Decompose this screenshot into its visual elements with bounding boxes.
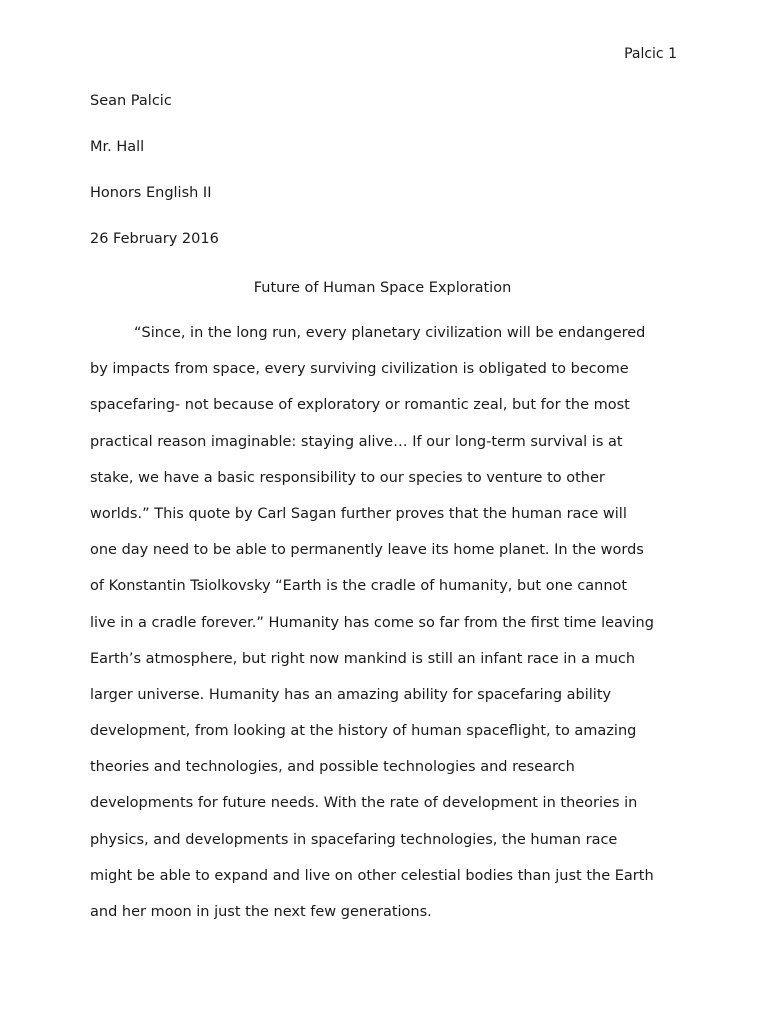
running-head-page-number: Palcic 1 — [624, 46, 677, 62]
paragraph-line: and her moon in just the next few generations. — [90, 904, 432, 920]
paragraph-line: of Konstantin Tsiolkovsky “Earth is the cradle of humanity, but one cannot — [90, 578, 628, 595]
paragraph-line: one day need to be able to permanently leave its home planet. In the words — [90, 542, 644, 559]
mla-heading — [90, 92, 690, 276]
paragraph-line: theories and technologies, and possible technologies and research — [90, 759, 575, 776]
author-name: Sean Palcic — [90, 93, 172, 109]
paragraph-line: “Since, in the long run, every planetary civilization will be endangered — [134, 325, 646, 341]
paragraph-line: by impacts from space, every surviving civilization is obligated to become — [90, 361, 629, 378]
essay-date: 26 February 2016 — [90, 231, 219, 247]
paragraph-line: Earth’s atmosphere, but right now mankind is still an infant race in a much — [90, 650, 636, 667]
paragraph-line: practical reason imaginable: staying alive… If our long-term survival is at — [90, 433, 623, 450]
essay-title: Future of Human Space Exploration — [253, 280, 512, 296]
paragraph-line: stake, we have a basic responsibility to our species to venture to other — [90, 469, 605, 486]
paragraph-line: larger universe. Humanity has an amazing ability for spacefaring ability — [90, 686, 612, 703]
instructor-name: Mr. Hall — [90, 139, 145, 155]
paragraph-line: live in a cradle forever.” Humanity has come so far from the first time leaving — [90, 614, 654, 631]
paragraph-line: spacefaring- not because of exploratory or romantic zeal, but for the most — [90, 397, 630, 414]
paragraph-line: developments for future needs. With the rate of development in theories in — [90, 795, 638, 812]
paragraph-line: might be able to expand and live on other celestial bodies than just the Earth — [90, 867, 654, 884]
course-name: Honors English II — [90, 185, 212, 201]
paragraph-line: worlds.” This quote by Carl Sagan further proves that the human race will — [90, 505, 627, 522]
paragraph-line: physics, and developments in spacefaring technologies, the human race — [90, 831, 618, 848]
paragraph-line: development, from looking at the history of human spaceflight, to amazing — [90, 723, 637, 740]
essay-paragraph — [90, 324, 690, 939]
